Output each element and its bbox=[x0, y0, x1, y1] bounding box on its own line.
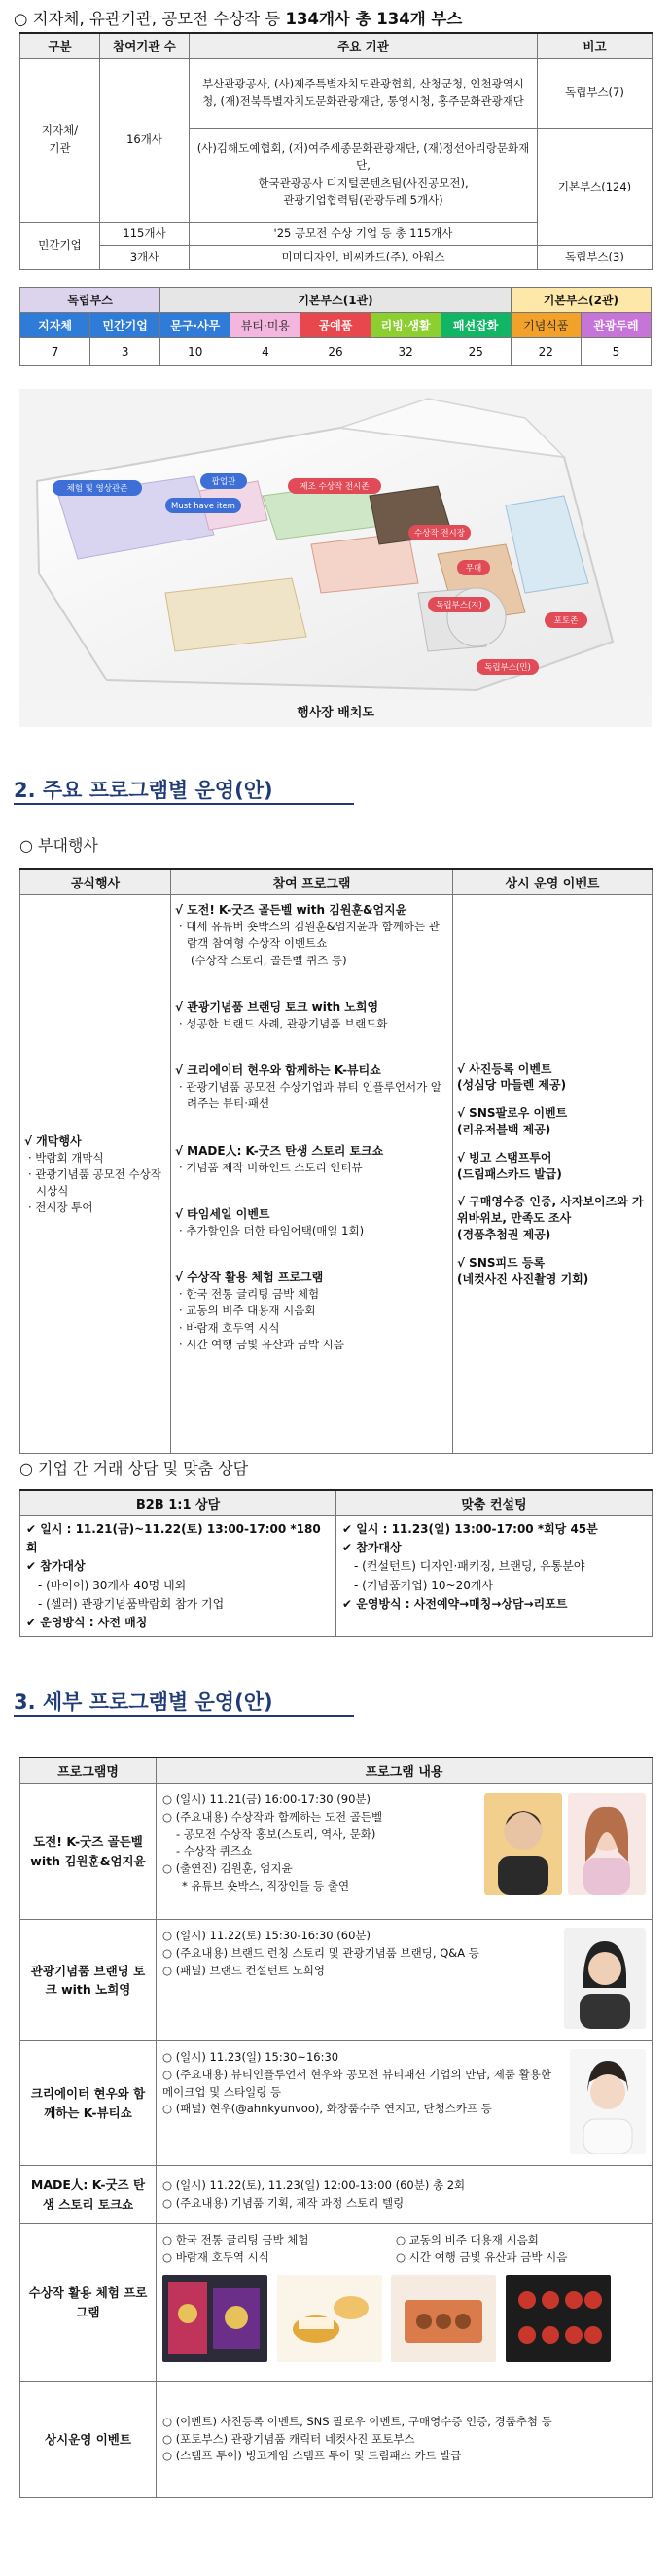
map-caption: 행사장 배치도 bbox=[19, 700, 652, 727]
content-line: ○ (포토부스) 관광기념품 캐릭터 네컷사진 포토부스 bbox=[162, 2431, 415, 2446]
booth-category: 지자체 bbox=[20, 313, 90, 338]
orgs-cell: 부산관광공사, (사)제주특별자치도관광협회, 산청군청, 인천광역시청, (재)전북특별자치도문화관광재단, 통영시청, 홍주문화관광재단 bbox=[190, 58, 538, 128]
booth-count: 10 bbox=[160, 338, 230, 366]
orgs-cell: 미미디자인, 비씨카드(주), 아워스 bbox=[190, 246, 538, 270]
booth-category: 뷰티·미용 bbox=[230, 313, 300, 338]
official-item: · 관광기념품 공모전 수상작 시상식 bbox=[28, 1166, 161, 1198]
map-label: 팝업관 bbox=[211, 477, 236, 487]
walnut-snack-image bbox=[391, 2275, 496, 2362]
content-line: ○ (주요내용) 기념품 기획, 제작 과정 스토리 텔링 bbox=[162, 2195, 405, 2210]
b2b-line: - (셀러) 관광기념품박람회 참가 기업 bbox=[38, 1596, 225, 1611]
panel-photo bbox=[564, 1928, 646, 2029]
programs-cell bbox=[171, 895, 453, 1454]
walnut-box-icon bbox=[391, 2275, 496, 2362]
map-label: 독립부스(지) bbox=[436, 601, 482, 610]
participants-table bbox=[19, 32, 653, 270]
program-item: · 시간 여행 금빛 유산과 금박 시음 bbox=[179, 1337, 345, 1351]
program-item: · 교동의 비주 대용재 시음회 bbox=[179, 1304, 316, 1318]
content-line: ○ (주요내용) 뷰티인플루언서 현우와 공모전 뷰티패션 기업의 만남, 제품 활용한 메이크업 및 스타일링 등 bbox=[162, 2067, 551, 2099]
gold-leaf-kit-icon bbox=[162, 2275, 267, 2362]
program-item: · 성공한 브랜드 사례, 관광기념품 브랜드화 bbox=[179, 1016, 388, 1030]
side-events-table bbox=[19, 868, 653, 1454]
panel-photo bbox=[570, 2049, 646, 2154]
content-line: ○ 시간 여행 금빛 유산과 금박 시음 bbox=[396, 2249, 568, 2264]
gold-heritage-image bbox=[506, 2275, 611, 2362]
section-3-rule bbox=[14, 1715, 354, 1717]
program-content bbox=[157, 2382, 653, 2498]
note-cell: 독립부스(3) bbox=[538, 246, 653, 270]
group-count: 115개사 bbox=[100, 222, 190, 246]
col-header-consulting: 맞춤 컨설팅 bbox=[336, 1490, 653, 1516]
section-3-title: 3. 세부 프로그램별 운영(안) bbox=[14, 1690, 273, 1714]
booth-category: 리빙·생활 bbox=[371, 313, 441, 338]
venue-map bbox=[19, 389, 652, 700]
content-line: ○ (출연진) 김원훈, 엄지윤 bbox=[162, 1862, 293, 1876]
event-detail: (경품추첨권 제공) bbox=[457, 1227, 551, 1241]
official-item: · 박람회 개막식 bbox=[28, 1150, 104, 1165]
program-title: √ MADE人: K-굿즈 탄생 스토리 토크쇼 bbox=[175, 1143, 384, 1158]
program-name: 수상작 활용 체험 프로그램 bbox=[20, 2224, 157, 2382]
b2b-line: ✔ 운영방식 : 사전 매칭 bbox=[26, 1615, 148, 1629]
consulting-cell bbox=[336, 1516, 653, 1637]
content-line: ○ (패널) 브랜드 컨설턴트 노희영 bbox=[162, 1963, 325, 1977]
content-line: ○ 바람재 호두역 시식 bbox=[162, 2249, 269, 2264]
section-2-title: 2. 주요 프로그램별 운영(안) bbox=[14, 779, 273, 802]
col-header-events: 상시 운영 이벤트 bbox=[453, 869, 653, 895]
event-title: √ 사진등록 이벤트 bbox=[457, 1062, 552, 1076]
program-name: 크리에이터 현우와 함께하는 K-뷰티쇼 bbox=[20, 2041, 157, 2166]
content-line: ○ (스탬프 투어) 빙고게임 스탬프 투어 및 드림패스 카드 발급 bbox=[162, 2449, 462, 2463]
booth-category: 기념식품 bbox=[511, 313, 581, 338]
program-item: · 한국 전통 글리팅 금박 체험 bbox=[179, 1287, 320, 1301]
program-name: 관광기념품 브랜딩 토크 with 노희영 bbox=[20, 1920, 157, 2041]
consulting-line: ✔ 참가대상 bbox=[342, 1541, 402, 1555]
booth-count: 32 bbox=[371, 338, 441, 366]
orgs-cell: '25 공모전 수상 기업 등 총 115개사 bbox=[190, 222, 538, 246]
program-item: · 관광기념품 공모전 수상기업과 뷰티 인플루언서가 알려주는 뷰티·패션 bbox=[179, 1080, 441, 1111]
col-header-note: 비고 bbox=[538, 33, 653, 58]
program-content bbox=[157, 1784, 653, 1920]
orgs-cell: (사)김해도예협회, (재)여주세종문화관광재단, (재)정선아리랑문화재단, 한국관광공사 디지털콘텐츠팀(사진공모전), 관광기업협력팀(관광두레 5개사) bbox=[190, 128, 538, 222]
content-line: ○ (이벤트) 사진등록 이벤트, SNS 팔로우 이벤트, 구매영수증 인증, 경품추첨 등 bbox=[162, 2414, 552, 2428]
event-detail: (성심당 마들렌 제공) bbox=[457, 1078, 567, 1093]
program-name: 상시운영 이벤트 bbox=[20, 2382, 157, 2498]
content-line: ○ (패널) 현우(@ahnkyunvoo), 화장품수주 연지고, 단청스카프 등 bbox=[162, 2102, 492, 2116]
booth-table bbox=[19, 287, 652, 366]
program-name: 도전! K-굿즈 골든벨 with 김원훈&엄지윤 bbox=[20, 1784, 157, 1920]
col-header-official: 공식행사 bbox=[20, 869, 171, 895]
venue-map-illustration bbox=[19, 389, 652, 700]
official-item: · 전시장 투어 bbox=[28, 1201, 93, 1215]
consulting-line: ✔ 일시 : 11.23(일) 13:00-17:00 *회당 45분 bbox=[342, 1522, 598, 1536]
b2b-sub: ○ 기업 간 거래 상담 및 맞춤 상담 bbox=[19, 1459, 249, 1478]
booth-count: 3 bbox=[90, 338, 160, 366]
booth-category: 문구·사무 bbox=[160, 313, 230, 338]
tea-image bbox=[277, 2275, 382, 2362]
section-2-rule bbox=[14, 803, 354, 805]
person-icon bbox=[568, 1793, 646, 1895]
program-item: · 추가할인을 더한 타임어택(매일 1회) bbox=[179, 1223, 365, 1237]
col-header-b2b: B2B 1:1 상담 bbox=[20, 1490, 336, 1516]
map-label: Must have item bbox=[171, 502, 235, 511]
program-content bbox=[157, 2166, 653, 2224]
col-header-count: 참여기관 수 bbox=[100, 33, 190, 58]
b2b-line: ✔ 참가대상 bbox=[26, 1559, 86, 1574]
booth-count: 26 bbox=[300, 338, 371, 366]
col-header-programs: 참여 프로그램 bbox=[171, 869, 453, 895]
booth-count: 5 bbox=[581, 338, 651, 366]
booth-count: 22 bbox=[511, 338, 581, 366]
booth-count: 7 bbox=[20, 338, 90, 366]
event-title: √ 구매영수증 인증, 사자보이즈와 가위바위보, 만족도 조사 bbox=[457, 1195, 644, 1226]
program-title: √ 도전! K-굿즈 골든벨 with 김원훈&엄지윤 bbox=[175, 903, 407, 917]
program-name: MADE人: K-굿즈 탄생 스토리 토크쇼 bbox=[20, 2166, 157, 2224]
note-cell: 독립부스(7) bbox=[538, 58, 653, 128]
person-icon bbox=[484, 1793, 562, 1895]
booth-group-basic1: 기본부스(1관) bbox=[160, 288, 512, 313]
content-line: ○ (주요내용) 수상작과 함께하는 도전 골든벨 bbox=[162, 1809, 383, 1824]
program-content bbox=[157, 1920, 653, 2041]
map-label: 포토존 bbox=[553, 616, 579, 626]
tea-cup-icon bbox=[277, 2275, 382, 2362]
map-label: 제조 수상작 전시존 bbox=[300, 482, 370, 492]
program-item: · 기념품 제작 비하인드 스토리 인터뷰 bbox=[179, 1160, 363, 1174]
booth-category: 패션잡화 bbox=[441, 313, 511, 338]
content-line: - 수상작 퀴즈쇼 bbox=[176, 1844, 253, 1859]
group-label: 지자체/ 기관 bbox=[20, 58, 100, 222]
program-title: √ 수상작 활용 체험 프로그램 bbox=[175, 1271, 324, 1284]
event-title: √ SNS팔로우 이벤트 bbox=[457, 1106, 568, 1121]
program-content bbox=[157, 2041, 653, 2166]
map-label: 무대 bbox=[465, 564, 482, 574]
map-label: 체험 및 영상관존 bbox=[66, 484, 128, 494]
intro-prefix: ○ 지자체, 유관기관, 공모전 수상작 등 bbox=[14, 10, 286, 28]
content-line: ○ 한국 전통 글리팅 금박 체험 bbox=[162, 2233, 309, 2246]
b2b-table bbox=[19, 1489, 653, 1637]
b2b-line: ✔ 일시 : 11.21(금)~11.22(토) 13:00-17:00 *180회 bbox=[26, 1522, 321, 1555]
official-events-cell bbox=[20, 895, 171, 1454]
program-item: · 바람재 호두역 시식 bbox=[179, 1320, 280, 1335]
consulting-line: - (컨설턴트) 디자인·패키징, 브랜딩, 유통분야 bbox=[354, 1559, 585, 1574]
booth-group-basic2: 기본부스(2관) bbox=[511, 288, 651, 313]
host-photo bbox=[484, 1793, 562, 1895]
event-detail: (리유저블백 제공) bbox=[457, 1123, 551, 1136]
content-line: ○ (일시) 11.23(일) 15:30~16:30 bbox=[162, 2050, 339, 2064]
group-count: 16개사 bbox=[100, 58, 190, 222]
event-detail: (드림패스카드 발급) bbox=[457, 1166, 562, 1181]
event-title: √ 빙고 스탬프투어 bbox=[457, 1150, 552, 1165]
col-header-program-name: 프로그램명 bbox=[20, 1758, 157, 1784]
booth-category: 공예품 bbox=[300, 313, 371, 338]
map-label: 수상작 전시장 bbox=[414, 529, 465, 539]
event-detail: (네컷사진 사진촬영 기회) bbox=[457, 1271, 589, 1286]
consulting-line: - (기념품기업) 10~20개사 bbox=[354, 1578, 494, 1592]
person-icon bbox=[570, 2049, 646, 2154]
col-header-orgs: 주요 기관 bbox=[190, 33, 538, 58]
person-icon bbox=[564, 1928, 646, 2029]
booth-count: 25 bbox=[441, 338, 511, 366]
standing-events-cell bbox=[453, 895, 653, 1454]
content-line: ○ (주요내용) 브랜드 런칭 스토리 및 관광기념품 브랜딩, Q&A 등 bbox=[162, 1945, 479, 1960]
section-2-sub: ○ 부대행사 bbox=[19, 836, 98, 854]
group-count: 3개사 bbox=[100, 246, 190, 270]
consulting-line: ✔ 운영방식 : 사전예약→매칭→상담→리포트 bbox=[342, 1596, 568, 1611]
program-title: √ 타임세일 이벤트 bbox=[175, 1206, 270, 1221]
b2b-cell bbox=[20, 1516, 336, 1637]
content-line: ○ 교동의 비주 대용재 시음회 bbox=[396, 2233, 539, 2246]
official-title: √ 개막행사 bbox=[24, 1133, 82, 1148]
gold-coin-icon bbox=[506, 2275, 611, 2362]
gold-leaf-kit-image bbox=[162, 2275, 267, 2362]
detail-program-table bbox=[19, 1757, 653, 2498]
content-line: ○ (일시) 11.22(토) 15:30-16:30 (60분) bbox=[162, 1929, 371, 1942]
program-title: √ 크리에이터 현우와 함께하는 K-뷰티쇼 bbox=[175, 1063, 381, 1077]
booth-category: 민간기업 bbox=[90, 313, 160, 338]
col-header-program-content: 프로그램 내용 bbox=[157, 1758, 653, 1784]
booth-category: 관광두레 bbox=[581, 313, 651, 338]
booth-group-independent: 독립부스 bbox=[20, 288, 160, 313]
host-photo bbox=[568, 1793, 646, 1895]
program-title: √ 관광기념품 브랜딩 토크 with 노희영 bbox=[175, 999, 379, 1014]
program-content bbox=[157, 2224, 653, 2382]
content-line: ○ (일시) 11.21(금) 16:00-17:30 (90분) bbox=[162, 1793, 371, 1806]
program-item: (수상작 스토리, 골든벨 퀴즈 등) bbox=[191, 953, 347, 967]
intro-emphasis: 134개사 총 134개 부스 bbox=[285, 10, 463, 28]
content-line: * 유튜브 숏박스, 직장인들 등 출연 bbox=[182, 1879, 350, 1894]
col-header-category: 구분 bbox=[20, 33, 100, 58]
group-label: 민간기업 bbox=[20, 222, 100, 270]
intro-heading bbox=[14, 6, 462, 29]
booth-count: 4 bbox=[230, 338, 300, 366]
b2b-line: - (바이어) 30개사 40명 내외 bbox=[38, 1578, 187, 1592]
event-title: √ SNS피드 등록 bbox=[457, 1255, 546, 1270]
content-line: - 공모전 수상작 홍보(스토리, 역사, 문화) bbox=[176, 1827, 376, 1841]
map-label: 독립부스(민) bbox=[484, 663, 531, 673]
note-cell: 기본부스(124) bbox=[538, 128, 653, 246]
content-line: ○ (일시) 11.22(토), 11.23(일) 12:00-13:00 (60분) 총 2회 bbox=[162, 2177, 466, 2192]
program-item: · 대세 유튜버 숏박스의 김원훈&엄지윤과 함께하는 관람객 참여형 수상작 이벤트쇼 bbox=[179, 920, 440, 951]
